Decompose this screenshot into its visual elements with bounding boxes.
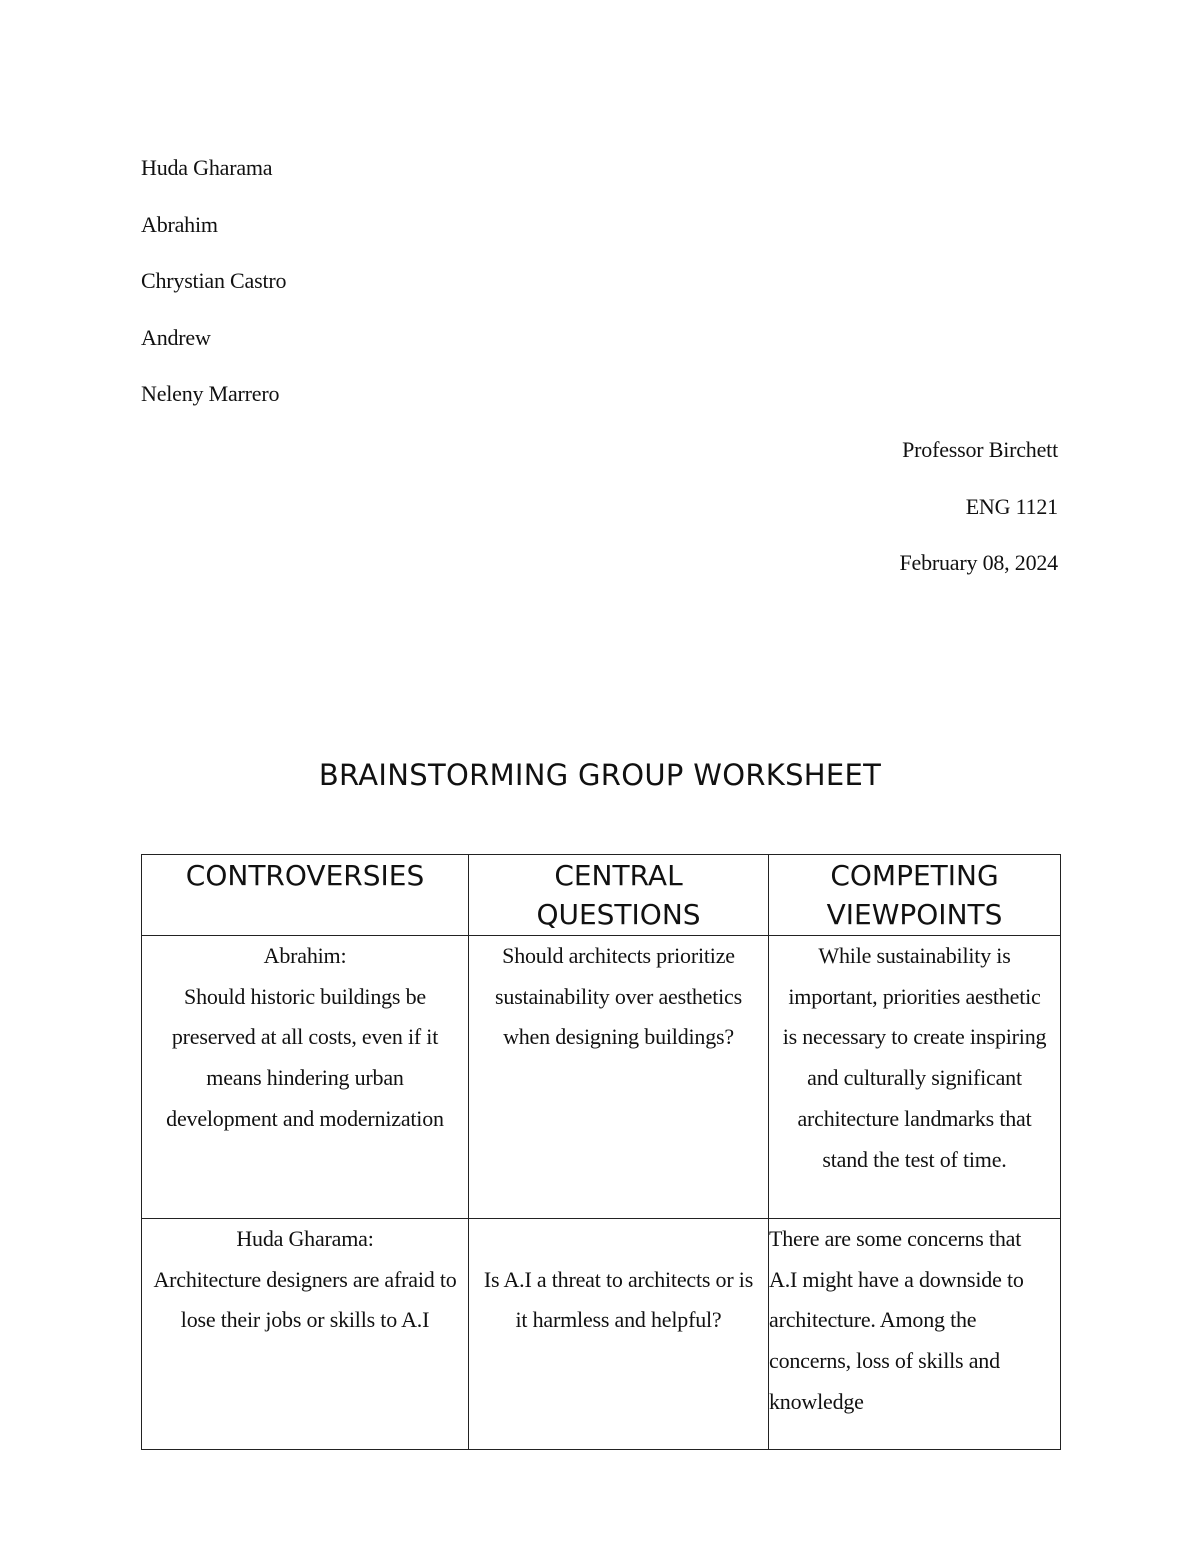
central-question-cell: Is A.I a threat to architects or is it harmless and helpful?: [469, 1219, 769, 1450]
document-date: February 08, 2024: [899, 550, 1058, 575]
table-row: [142, 1219, 1061, 1450]
author-name: Chrystian Castro: [141, 268, 287, 293]
controversy-cell: Huda Gharama: Architecture designers are afraid to lose their jobs or skills to A.I: [142, 1219, 469, 1450]
document-title: BRAINSTORMING GROUP WORKSHEET: [318, 758, 882, 792]
worksheet-table: [141, 854, 1061, 1450]
author-list: [141, 140, 641, 423]
column-header-competing-viewpoints: COMPETING VIEWPOINTS: [769, 855, 1061, 936]
viewpoint-cell: While sustainability is important, priorities aesthetic is necessary to create inspiring and culturally significant architecture landmarks that stand the test of time.: [769, 936, 1061, 1219]
controversy-cell: Abrahim: Should historic buildings be preserved at all costs, even if it means hindering urban development and modernization: [142, 936, 469, 1219]
table-header-row: [142, 855, 1061, 936]
author-name: Andrew: [141, 324, 211, 350]
professor-name: Professor Birchett: [902, 437, 1058, 462]
course-code: ENG 1121: [965, 493, 1058, 519]
author-name: Abrahim: [141, 211, 218, 237]
author-name: Neleny Marrero: [141, 381, 280, 406]
central-question-cell: Should architects prioritize sustainability over aesthetics when designing buildings?: [469, 936, 769, 1219]
course-info: [558, 422, 1058, 592]
column-header-central-questions: CENTRAL QUESTIONS: [469, 855, 769, 936]
author-name: Huda Gharama: [141, 155, 273, 180]
table-row: [142, 936, 1061, 1219]
column-header-controversies: CONTROVERSIES: [142, 855, 469, 936]
viewpoint-cell: There are some concerns that A.I might have a downside to architecture. Among the concerns, loss of skills and knowledge: [769, 1219, 1061, 1450]
